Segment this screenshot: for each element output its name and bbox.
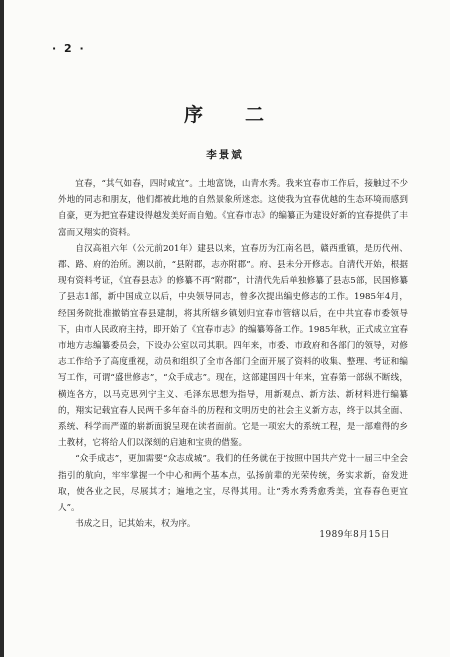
paragraph: 宜春，“其气如春，四时咸宜”。土地富饶，山青水秀。我来宜春市工作后，接触过不少外地的同志和朋友，他们都被此地的自然景象所迷恋。这使我为宜春优越的生态环境而感到自豪，更为把宜春建设得越发美好而自勉。《宜春市志》的编纂正为建设好新的宜春提供了丰富而又翔实的资料。	[58, 179, 408, 238]
page-number: · 2 ·	[52, 42, 86, 55]
paragraph: “众手成志”，更加需要“众志成城”。我们的任务就在于按照中国共产党十一届三中全会指引的航向，牢牢掌握一个中心和两个基本点，弘扬前辈的光荣传统，务实求新，奋发进取，使各业之民，尽展其才；遍地之宝，尽得其用。让“秀水秀秀愈秀美，宜春春色更宜人”。	[58, 454, 408, 514]
paragraph: 自汉高祖六年（公元前201年）建县以来，宜春历为江南名邑，赣西重镇，是历代州、郡、路、府的治所。溯以前，“县附郡，志亦附郡”。府、县未分开修志。自清代开始，根据现有资料考证，《宜春县志》的修纂不再“附郡”，计清代先后单独修纂了县志5部，民国修纂了县志1部，新中国成立以后，中央领导同志，曾多次提出编史修志的工作。1985年4月，经国务院批准撤销宜春县建制，将其所辖乡镇划归宜春市管辖以后，在中共宜春市委领导下，由市人民政府主持，即开始了《宜春市志》的编纂筹备工作。1985年秋，正式成立宜春市地方志编纂委员会，下设办公室以司其职。四年来，市委、市政府和各部门的领导，对修志工作给予了高度重视，动员和组织了全市各部门全面开展了资料的收集、整理、考证和编写工作，可谓“盛世修志”，“众手成志”。现在，这部建国四十年来，宜春第一部纵不断线，横连各方，以马克思列宁主义、毛泽东思想为指导，用新观点、新方法、新材料进行编纂的，翔实记载宜春人民两千多年奋斗的历程和文明历史的社会主义新方志，终于以其全面、系统、科学而严谨的崭新面貌呈现在读者面前。它是一项宏大的系统工程，是一部难得的乡土教材，它将给人们以深刻的启迪和宝贵的借鉴。	[58, 243, 408, 449]
preface-body	[58, 176, 408, 532]
page-title: 序二	[183, 104, 306, 126]
scan-edge	[0, 0, 4, 657]
author-name: 李景斌	[206, 149, 244, 161]
signature-date: 1989年8月15日	[319, 530, 390, 540]
paragraph: 书成之日，记其始末，权为序。	[75, 519, 196, 530]
